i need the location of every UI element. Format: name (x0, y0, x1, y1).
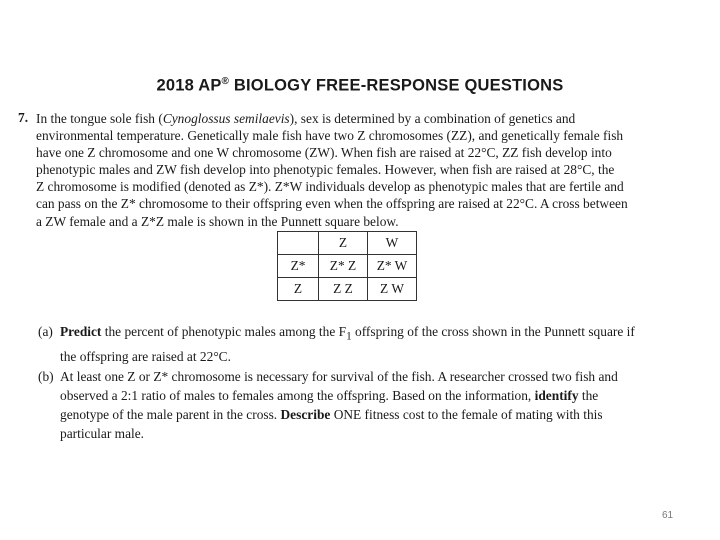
part-b-line-3-pre: genotype of the male parent in the cross. (60, 407, 281, 422)
part-b-line-1: At least one Z or Z* chromosome is necessary for survival of the fish. A researcher crossed two fish and (60, 369, 618, 384)
part-b-line-4: particular male. (60, 426, 145, 441)
punnett-row (278, 278, 417, 301)
predict-verb: Predict (60, 324, 102, 339)
paragraph-line: have one Z chromosome and one W chromosome (ZW). When fish are raised at 22°C, ZZ fish develop into (36, 145, 612, 161)
punnett-corner-cell (278, 232, 319, 255)
punnett-row-label: Z (278, 278, 319, 301)
f1-subscript: 1 (346, 330, 352, 343)
part-b (38, 367, 678, 447)
part-a-line-1 (60, 322, 680, 347)
part-b-label: (b) (38, 369, 54, 384)
header-title-pre: 2018 AP (156, 76, 222, 95)
paragraph-line: Z chromosome is modified (denoted as Z*). Z*W individuals develop as phenotypic males that are fertile and (36, 179, 624, 195)
punnett-row-label: Z* (278, 255, 319, 278)
part-b-body (60, 367, 680, 443)
page-header (0, 76, 720, 96)
punnett-cell: Z W (368, 278, 417, 301)
punnett-cell: Z* Z (319, 255, 368, 278)
part-b-line-2-post: the (578, 388, 599, 403)
question-paragraph (36, 110, 696, 230)
paragraph-line: environmental temperature. Genetically male fish have two Z chromosomes (ZZ), and genetically female fish (36, 128, 624, 144)
part-a-text-1: the percent of phenotypic males among the F (101, 324, 347, 339)
punnett-cell: Z* W (368, 255, 417, 278)
question-number: 7. (18, 110, 29, 125)
punnett-square (277, 231, 417, 301)
registered-mark: ® (221, 76, 230, 87)
punnett-header-row (278, 232, 417, 255)
identify-verb: identify (534, 388, 579, 403)
part-b-line-2-pre: observed a 2:1 ratio of males to females among the offspring. Based on the information, (60, 388, 535, 403)
header-title-post: BIOLOGY FREE-RESPONSE QUESTIONS (229, 76, 564, 95)
species-name: Cynoglossus semilaevis (162, 111, 290, 126)
part-a-body (60, 322, 680, 366)
paragraph-line: In the tongue sole fish (Cynoglossus semilaevis), sex is determined by a combination of genetics and (36, 111, 576, 126)
paragraph-line: can pass on the Z* chromosome to their offspring even when the offspring are raised at 22°C. A cross between (36, 196, 628, 212)
part-b-line-3 (60, 405, 680, 424)
punnett-cell: Z Z (319, 278, 368, 301)
punnett-header-cell: Z (319, 232, 368, 255)
part-a-line-2: the offspring are raised at 22°C. (60, 348, 231, 364)
paragraph-line: phenotypic males and ZW fish develop into phenotypic females. However, when fish are raised at 28°C, the (36, 162, 615, 178)
describe-verb: Describe (280, 407, 331, 422)
page-number: 61 (662, 510, 674, 521)
part-a (38, 322, 678, 362)
paragraph-line: a ZW female and a Z*Z male is shown in the Punnett square below. (36, 213, 399, 229)
part-b-line-3-post: ONE fitness cost to the female of mating with this (330, 407, 603, 422)
part-a-text-2: offspring of the cross shown in the Punnett square if (351, 324, 635, 339)
punnett-row (278, 255, 417, 278)
punnett-header-cell: W (368, 232, 417, 255)
part-a-label: (a) (38, 324, 53, 339)
part-b-line-2 (60, 386, 680, 405)
